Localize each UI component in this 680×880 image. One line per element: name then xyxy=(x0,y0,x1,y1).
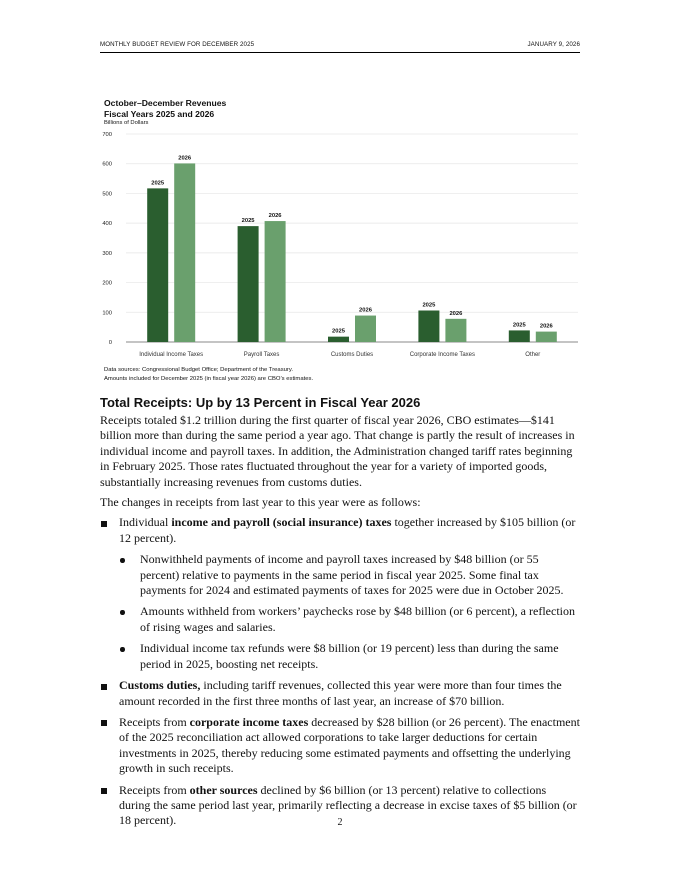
bar-series-label: 2026 xyxy=(178,155,192,162)
bar-2026 xyxy=(445,319,466,342)
bar-series-label: 2025 xyxy=(422,302,436,309)
square-bullet-icon xyxy=(101,521,107,527)
square-bullet-icon xyxy=(101,788,107,794)
bar-2026 xyxy=(265,221,286,342)
bar-2026 xyxy=(536,332,557,342)
bar-series-label: 2026 xyxy=(359,307,372,314)
bullet-item xyxy=(100,715,580,777)
x-tick-label: Other xyxy=(525,352,541,358)
y-tick-label: 200 xyxy=(102,280,112,287)
bar-2025 xyxy=(147,188,168,342)
y-tick-label: 700 xyxy=(102,132,112,138)
bar-2026 xyxy=(355,316,376,342)
bar-series-label: 2025 xyxy=(512,322,526,329)
bar-series-label: 2026 xyxy=(539,323,553,330)
bullet-item xyxy=(100,678,580,709)
y-tick-label: 500 xyxy=(102,191,112,198)
sub-bullet-item xyxy=(100,641,580,672)
chart-note-line: Amounts included for December 2025 (in fiscal year 2026) are CBO’s estimates. xyxy=(104,375,314,382)
chart-y-unit-label: Billions of Dollars xyxy=(104,120,149,126)
section-heading: Total Receipts: Up by 13 Percent in Fiscal Year 2026 xyxy=(100,395,421,410)
chart-title-block xyxy=(104,98,226,119)
sub-bullet-text: Nonwithheld payments of income and payroll taxes increased by $48 billion (or 55 percent) relative to payments in the same period in fiscal year 2025. Some final tax payments for 2024 and estimated payments of taxes for 2025 were due in October 2025. xyxy=(140,552,564,598)
header-date: JANUARY 9, 2026 xyxy=(527,41,580,48)
sub-bullet-text: Amounts withheld from workers’ paychecks rose by $48 billion (or 6 percent), a reflection of rising wages and salaries. xyxy=(140,604,575,634)
bar-2026 xyxy=(174,163,195,342)
bullet-item xyxy=(100,515,580,546)
bullet-text: Customs duties, including tariff revenues, collected this year were more than four times the amount recorded in the first three months of last year, an increase of $70 billion. xyxy=(119,678,562,708)
sub-bullet-item xyxy=(100,552,580,598)
chart-subtitle: Fiscal Years 2025 and 2026 xyxy=(104,108,215,119)
square-bullet-icon xyxy=(101,684,107,690)
bar-series-label: 2026 xyxy=(449,310,463,317)
chart-title: October–December Revenues xyxy=(104,98,227,108)
paragraph: Receipts totaled $1.2 trillion during the first quarter of fiscal year 2026, CBO estimates—$141 billion more than during the same period a year ago. That change is partly the result of increases in individual income and payroll taxes. In addition, the Administration changed tariff rates beginning in February 2025. Those rates fluctuated throughout the year for a variety of imported goods, substantially increasing revenues from customs duties. xyxy=(100,413,575,489)
bar-2025 xyxy=(418,311,439,342)
chart-source-line: Data sources: Congressional Budget Office; Department of the Treasury. xyxy=(104,367,294,373)
x-tick-label: Customs Duties xyxy=(330,352,374,358)
bar-series-label: 2025 xyxy=(241,218,255,225)
section-body xyxy=(100,413,580,835)
round-bullet-icon xyxy=(120,610,125,615)
x-tick-label: Payroll Taxes xyxy=(243,352,280,358)
bar-2025 xyxy=(238,226,259,342)
x-tick-label: Individual Income Taxes xyxy=(139,352,204,358)
x-tick-label: Corporate Income Taxes xyxy=(409,352,476,358)
bullet-text: Receipts from corporate income taxes decreased by $28 billion (or 26 percent). The enactment of the 2025 reconciliation act allowed corporations to take larger deductions for certain investments in 2025, thereby reducing some estimated payments and offsetting the underlying growth in such receipts. xyxy=(119,714,580,776)
bar-series-label: 2025 xyxy=(151,180,165,187)
round-bullet-icon xyxy=(120,647,125,652)
chart-sources xyxy=(104,366,313,384)
bar-series-label: 2025 xyxy=(332,328,345,335)
running-header xyxy=(100,40,580,53)
round-bullet-icon xyxy=(120,558,125,563)
bar-series-label: 2026 xyxy=(268,213,282,220)
y-tick-label: 600 xyxy=(102,161,112,168)
sub-bullet-text: Individual income tax refunds were $8 billion (or 19 percent) less than during the same period in 2025, boosting net receipts. xyxy=(140,641,559,671)
y-tick-label: 100 xyxy=(102,310,112,317)
y-tick-label: 0 xyxy=(108,340,112,346)
y-tick-label: 400 xyxy=(102,221,112,228)
paragraph: The changes in receipts from last year to this year were as follows: xyxy=(100,495,421,510)
bar-2025 xyxy=(509,330,530,342)
square-bullet-icon xyxy=(101,720,107,726)
header-report-title: MONTHLY BUDGET REVIEW FOR DECEMBER 2025 xyxy=(100,41,255,48)
bullet-text: Individual income and payroll (social insurance) taxes together increased by $105 billion (or 12 percent). xyxy=(119,515,576,545)
bullet-text: Receipts from other sources declined by $6 billion (or 13 percent) relative to collections during the same period last year, primarily reflecting a decrease in excise taxes of $5 billion (or 18 percent). xyxy=(119,782,577,828)
bar-chart xyxy=(90,126,590,362)
sub-bullet-item xyxy=(100,604,580,635)
bar-2025 xyxy=(328,337,349,342)
page-number: 2 xyxy=(337,817,343,828)
y-tick-label: 300 xyxy=(102,250,112,257)
